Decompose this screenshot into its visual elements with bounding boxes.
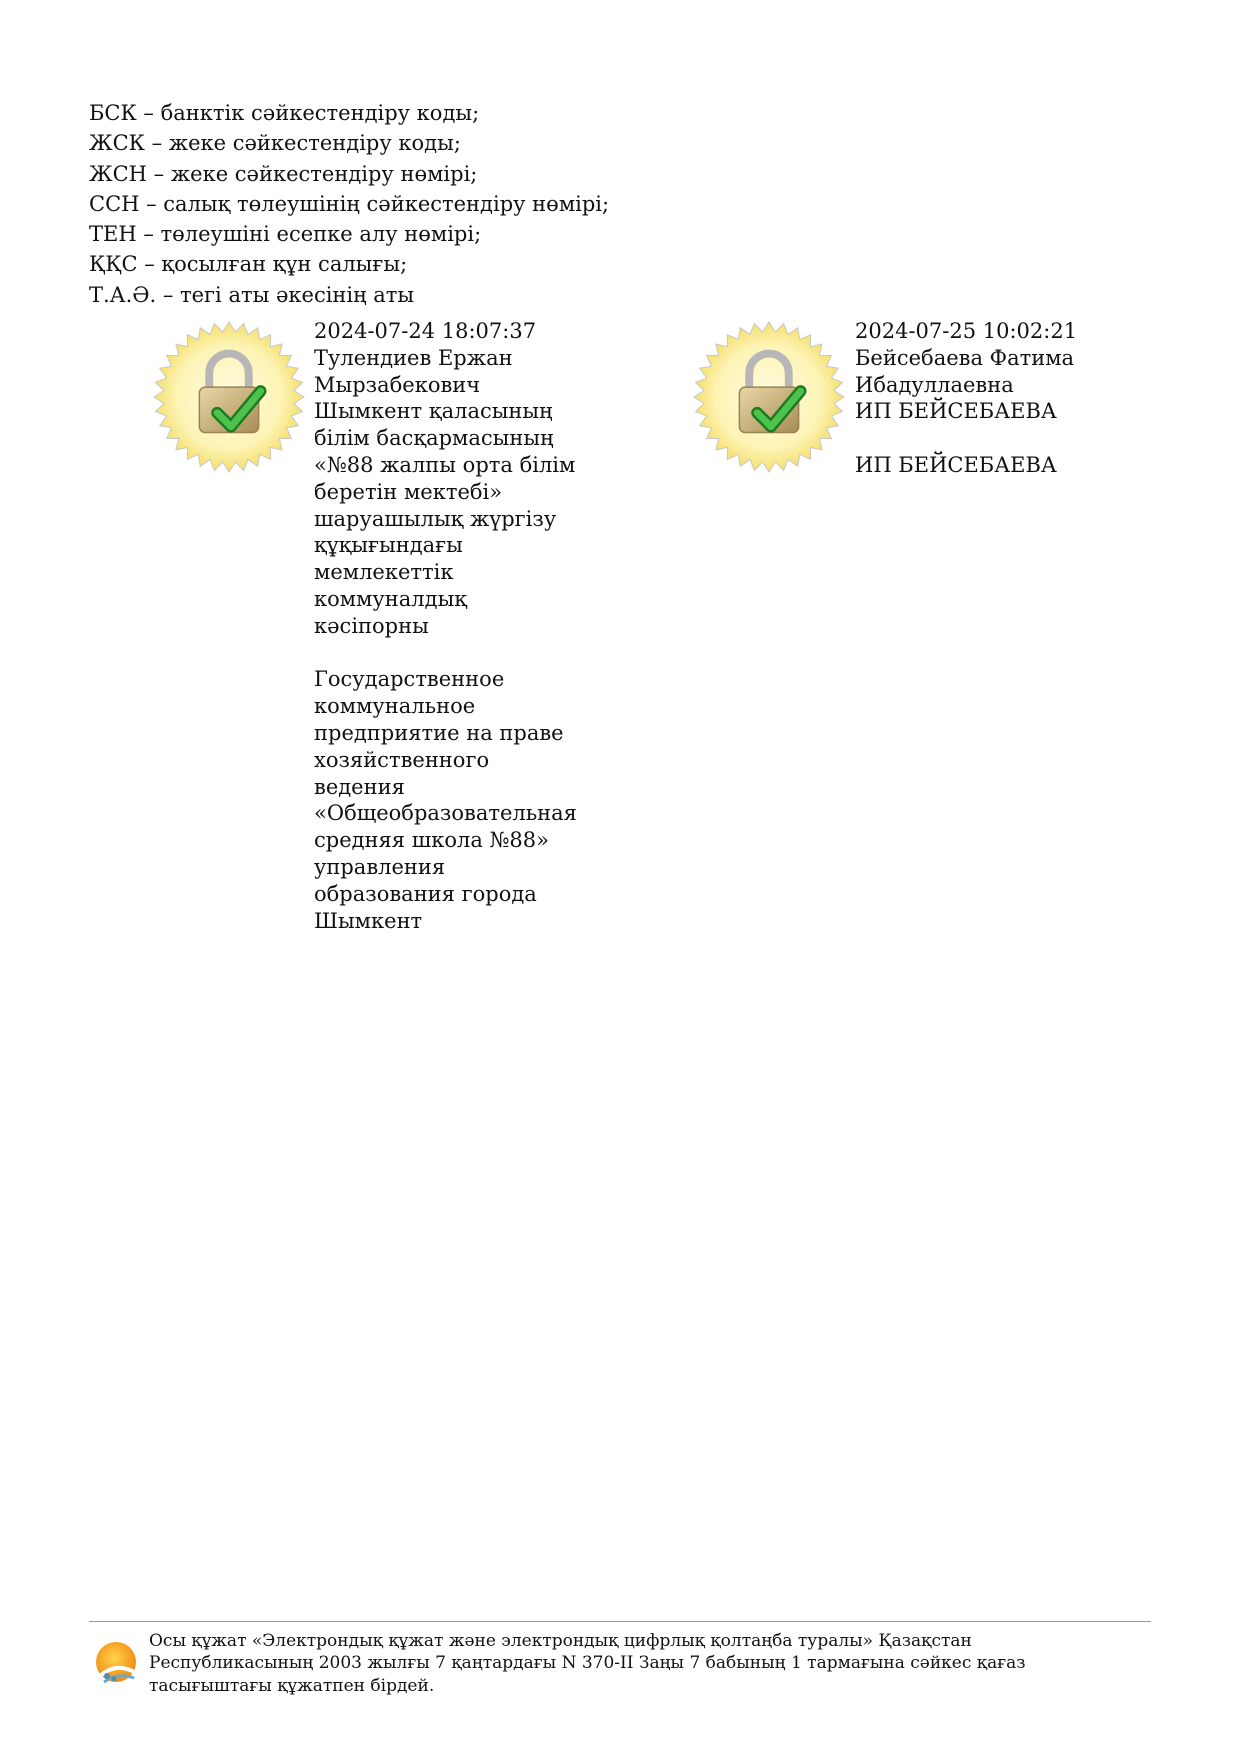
signer-name-line: Мырзабекович	[314, 372, 481, 397]
abbreviation-item: ЖСК – жеке сәйкестендіру коды;	[89, 131, 461, 156]
organization-ru-line: ИП БЕЙСЕБАЕВА	[855, 452, 1057, 477]
legal-notice	[149, 1630, 1026, 1697]
abbreviation-list	[89, 98, 609, 310]
abbreviation-item: ССН – салық төлеушінің сәйкестендіру нөмірі;	[89, 191, 610, 216]
organization-kz-line: Шымкент қаласының	[314, 399, 553, 424]
signature-details	[855, 318, 1077, 479]
padlock-checkmark-seal-icon	[690, 318, 848, 476]
abbreviation-item: ҚҚС – қосылған құн салығы;	[89, 252, 408, 277]
legal-notice-line: Осы құжат «Электрондық құжат және электрондық цифрлық қолтаңба туралы» Қазақстан	[149, 1631, 972, 1651]
organization-ru-line: образования города	[314, 881, 537, 906]
abbreviation-item: ТЕН – төлеушіні есепке алу нөмірі;	[89, 222, 482, 247]
legal-notice-line: Республикасының 2003 жылғы 7 қаңтардағы N 370-II Заңы 7 бабының 1 тармағына сәйкес қағаз	[149, 1653, 1026, 1674]
organization-ru-line: Шымкент	[314, 908, 423, 933]
signature-details	[314, 318, 577, 934]
organization-kz-line: беретін мектебі»	[314, 479, 503, 504]
organization-kz-line: мемлекеттік	[314, 560, 454, 585]
organization-ru-line: предприятие на праве	[314, 720, 564, 745]
organization-ru-line: ведения	[314, 774, 405, 799]
organization-kz-line: кәсіпорны	[314, 613, 429, 638]
padlock-checkmark-seal-icon	[150, 318, 308, 476]
organization-ru-line: хозяйственного	[314, 747, 490, 772]
organization-kz-line: ИП БЕЙСЕБАЕВА	[855, 399, 1057, 424]
organization-ru-line: средняя школа №88»	[314, 828, 549, 853]
signature-datetime: 2024-07-24 18:07:37	[314, 319, 537, 343]
egov-sun-logo-icon	[92, 1638, 142, 1688]
organization-kz-line: шаруашылық жүргізу	[314, 506, 557, 531]
abbreviation-item: БСК – банктік сәйкестендіру коды;	[89, 101, 480, 125]
organization-ru-line: коммунальное	[314, 694, 476, 719]
signer-name-line: Ибадуллаевна	[855, 372, 1014, 397]
abbreviation-item: Т.А.Ә. – тегі аты әкесінің аты	[89, 282, 415, 307]
organization-ru-line: «Общеобразовательная	[314, 801, 577, 826]
organization-kz-line: «№88 жалпы орта білім	[314, 452, 576, 477]
organization-kz-line: коммуналдық	[314, 586, 468, 611]
organization-kz-line: құқығындағы	[314, 533, 463, 558]
abbreviation-item: ЖСН – жеке сәйкестендіру нөмірі;	[89, 161, 478, 186]
organization-ru-line: управления	[314, 854, 446, 879]
signer-name-line: Тулендиев Ержан	[314, 345, 513, 370]
signer-name-line: Бейсебаева Фатима	[855, 345, 1075, 370]
footer-divider	[89, 1621, 1151, 1622]
signature-datetime: 2024-07-25 10:02:21	[855, 319, 1078, 343]
organization-kz-line: білім басқармасының	[314, 426, 554, 451]
legal-notice-line: тасығыштағы құжатпен бірдей.	[149, 1675, 435, 1696]
organization-ru-line: Государственное	[314, 667, 505, 692]
